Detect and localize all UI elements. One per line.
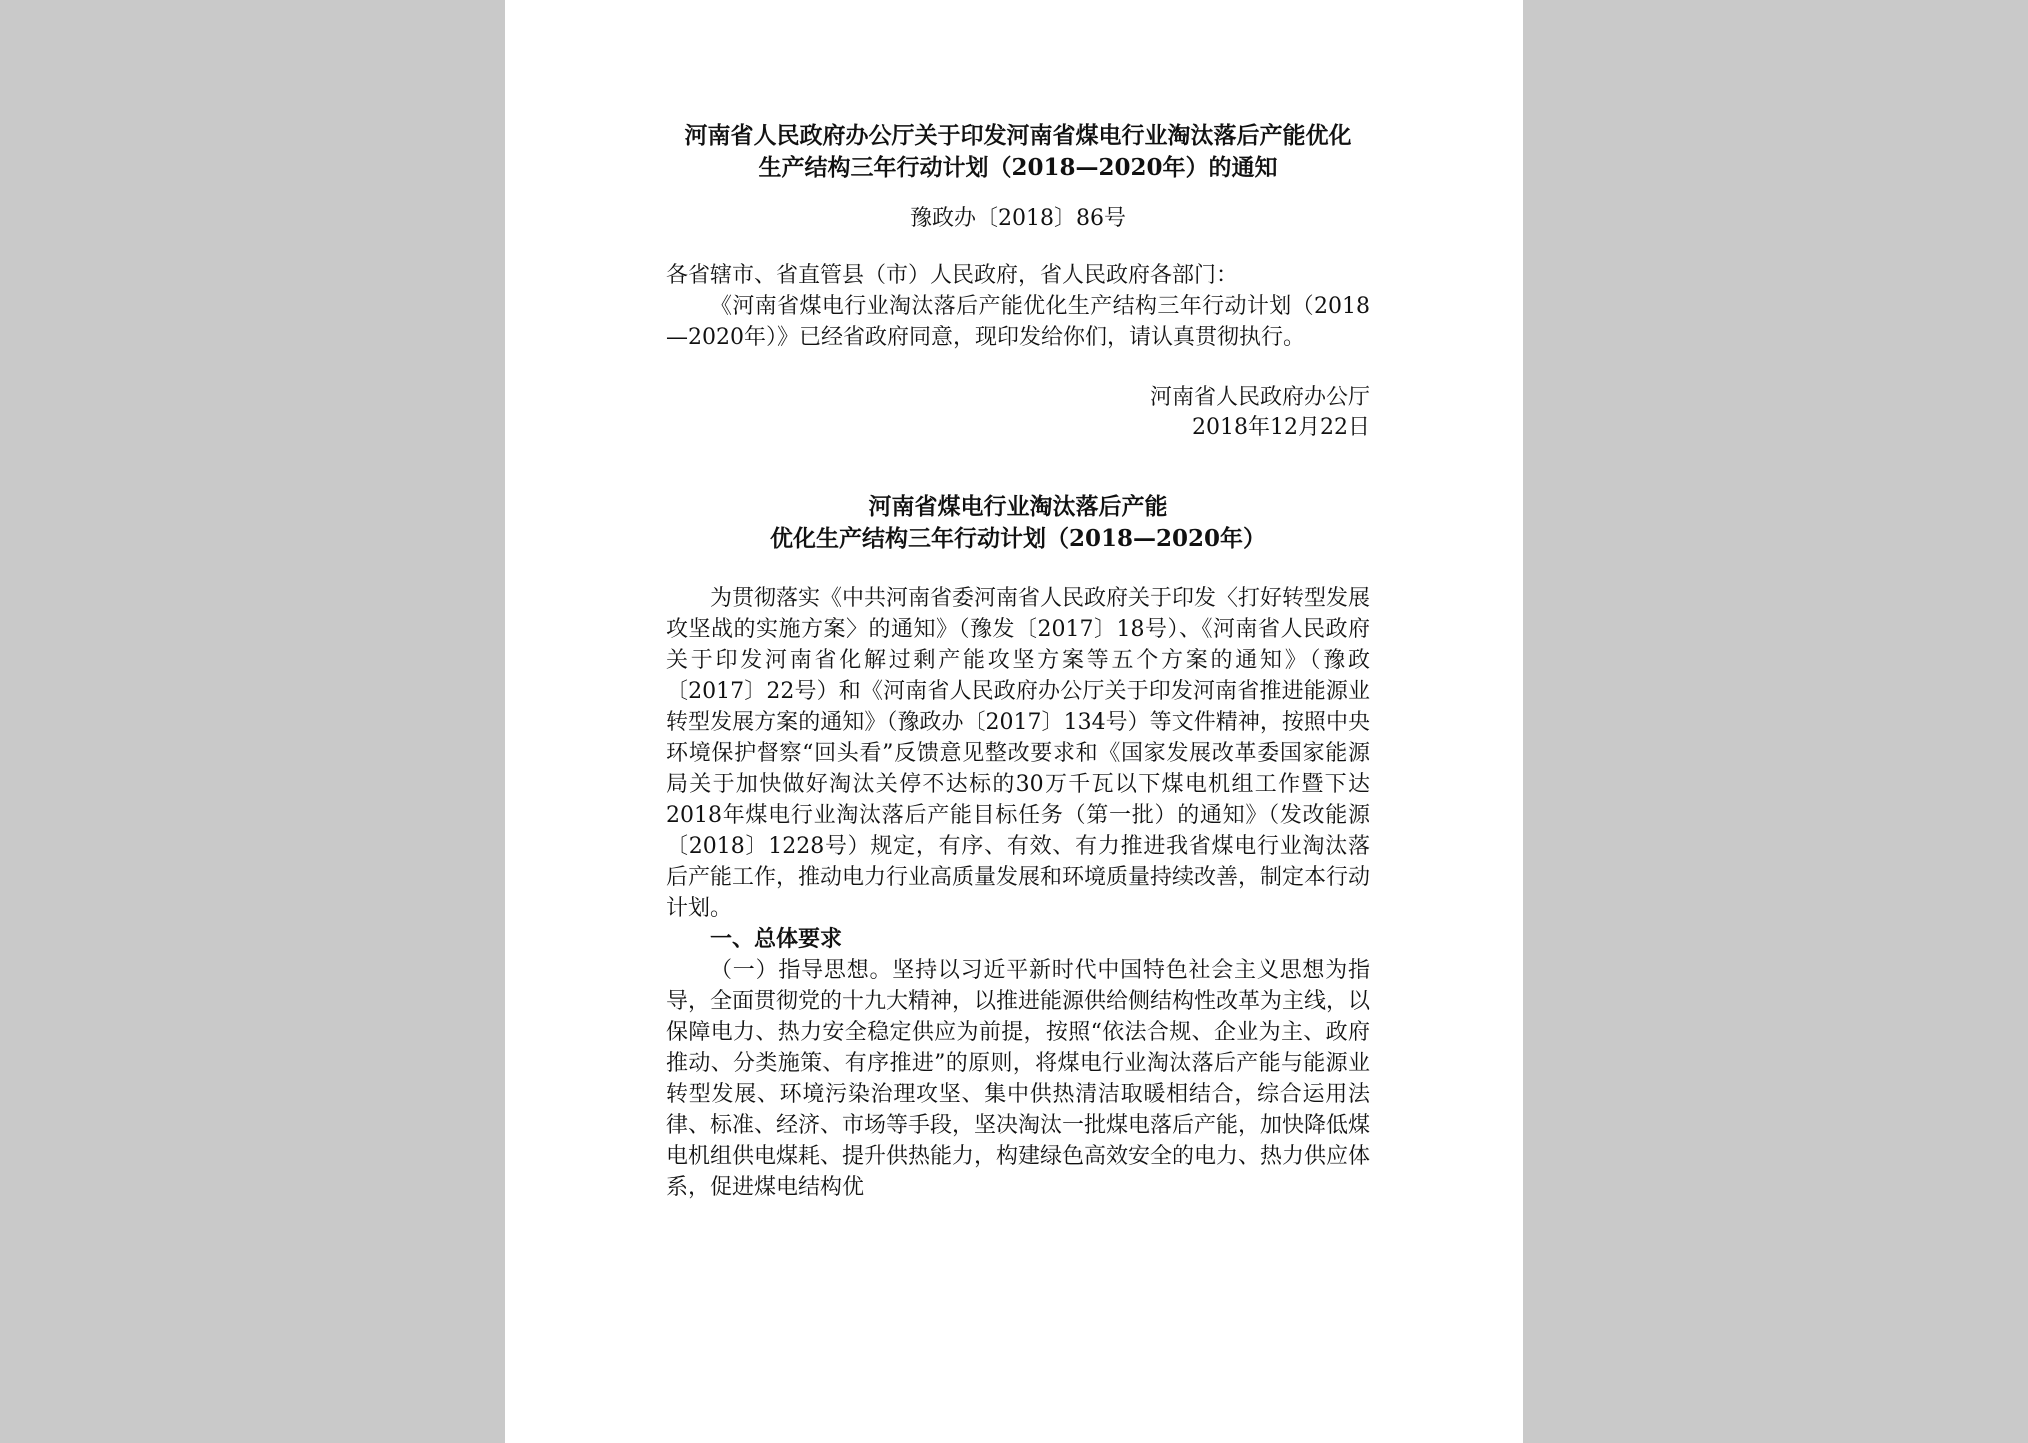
- plan-title-line2: 优化生产结构三年行动计划（2018—2020年）: [769, 525, 1267, 552]
- plan-title: [666, 491, 1370, 555]
- issuer: 河南省人民政府办公厅: [1149, 385, 1370, 410]
- notice-title-line1: 河南省人民政府办公厅关于印发河南省煤电行业淘汰落后产能优化: [684, 122, 1352, 149]
- salutation: 各省辖市、省直管县（市）人民政府，省人民政府各部门：: [666, 263, 1239, 288]
- notice-body: 《河南省煤电行业淘汰落后产能优化生产结构三年行动计划（2018—2020年）》已经省政府同意，现印发给你们，请认真贯彻执行。: [666, 294, 1370, 350]
- document-number: 豫政办〔2018〕86号: [910, 206, 1126, 231]
- section-paragraph: （一）指导思想。坚持以习近平新时代中国特色社会主义思想为指导，全面贯彻党的十九大精神，以推进能源供给侧结构性改革为主线，以保障电力、热力安全稳定供应为前提，按照“依法合规、企业为主、政府推动、分类施策、有序推进”的原则，将煤电行业淘汰落后产能与能源业转型发展、环境污染治理攻坚、集中供热清洁取暖相结合，综合运用法律、标准、经济、市场等手段，坚决淘汰一批煤电落后产能，加快降低煤电机组供电煤耗、提升供热能力，构建绿色高效安全的电力、热力供应体系，促进煤电结构优: [666, 958, 1371, 1200]
- notice-title: [666, 120, 1370, 184]
- plan-intro: 为贯彻落实《中共河南省委河南省人民政府关于印发〈打好转型发展攻坚战的实施方案〉的通知》（豫发〔2017〕18号）、《河南省人民政府关于印发河南省化解过剩产能攻坚方案等五个方案的通知》（豫政〔2017〕22号）和《河南省人民政府办公厅关于印发河南省推进能源业转型发展方案的通知》（豫政办〔2017〕134号）等文件精神，按照中央环境保护督察“回头看”反馈意见整改要求和《国家发展改革委国家能源局关于加快做好淘汰关停不达标的30万千瓦以下煤电机组工作暨下达2018年煤电行业淘汰落后产能目标任务（第一批）的通知》（发改能源〔2018〕1228号）规定，有序、有效、有力推进我省煤电行业淘汰落后产能工作，推动电力行业高质量发展和环境质量持续改善，制定本行动计划。: [666, 586, 1371, 921]
- section-heading: 一、总体要求: [710, 926, 843, 952]
- plan-body: [666, 583, 1370, 1203]
- notice-title-line2: 生产结构三年行动计划（2018—2020年）的通知: [758, 154, 1278, 181]
- issue-date: 2018年12月22日: [1192, 415, 1370, 440]
- document-content: [666, 120, 1370, 1203]
- plan-title-line1: 河南省煤电行业淘汰落后产能: [868, 493, 1168, 520]
- document-page: [505, 0, 1523, 1443]
- signature-block: [666, 383, 1370, 443]
